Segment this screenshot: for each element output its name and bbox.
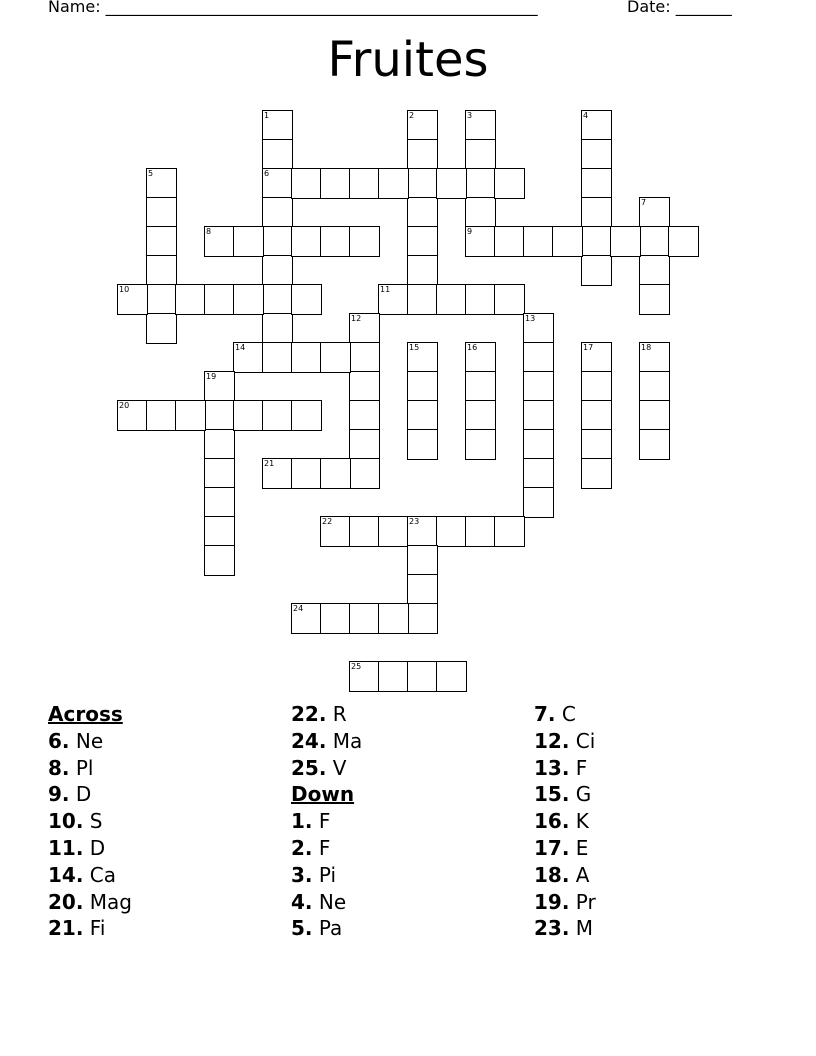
grid-cell[interactable] [291,226,322,257]
grid-cell[interactable] [407,545,438,576]
clue-text: Fi [83,916,106,941]
grid-cell[interactable] [146,284,177,315]
grid-cell[interactable] [233,400,264,431]
cell-number: 13 [525,314,536,323]
grid-cell[interactable] [436,284,467,315]
grid-cell[interactable] [233,342,264,373]
grid-cell[interactable] [436,516,467,547]
clue-item [534,728,764,755]
grid-cell[interactable] [378,284,409,315]
clue-text: Pa [312,916,343,941]
cell-number: 18 [641,343,652,352]
grid-cell[interactable] [175,400,206,431]
grid-cell[interactable] [291,342,322,373]
grid-cell[interactable] [581,168,612,199]
cell-number: 1 [264,111,270,120]
cell-number: 20 [119,401,130,410]
grid-cell[interactable] [407,574,438,605]
clue-number: 8. [48,755,70,780]
clue-number: 13. [534,755,570,780]
grid-cell[interactable] [494,516,525,547]
grid-cell[interactable] [407,516,438,547]
cell-number: 14 [235,343,246,352]
clue-item [291,862,521,889]
cell-number: 12 [351,314,362,323]
grid-cell[interactable] [349,168,380,199]
grid-cell[interactable] [291,458,322,489]
clue-number: 1. [291,809,313,834]
grid-cell[interactable] [407,400,438,431]
grid-cell[interactable] [436,168,467,199]
clue-text: Ca [83,862,117,887]
cell-number: 15 [409,343,420,352]
clue-text: Ne [312,889,347,914]
clue-text: K [569,809,589,834]
cell-number: 25 [351,662,362,671]
grid-cell[interactable] [320,458,351,489]
grid-cell[interactable] [581,226,612,257]
grid-cell[interactable] [639,371,670,402]
clue-item [48,808,278,835]
grid-cell[interactable] [523,429,554,460]
grid-cell[interactable] [378,603,409,634]
grid-cell[interactable] [639,429,670,460]
grid-cell[interactable] [552,226,583,257]
grid-cell[interactable] [291,284,322,315]
clue-number: 20. [48,889,84,914]
clue-heading: Down [291,782,355,807]
clue-item [291,728,521,755]
cell-number: 5 [148,169,154,178]
clue-text: Pi [312,862,337,887]
clue-number: 12. [534,728,570,753]
grid-cell[interactable] [204,516,235,547]
grid-cell[interactable] [146,255,177,286]
grid-cell[interactable] [262,139,293,170]
clue-item [534,701,764,728]
clue-item [291,755,521,782]
grid-cell[interactable] [349,226,380,257]
clue-number: 23. [534,916,570,941]
grid-cell[interactable] [465,400,496,431]
clue-number: 24. [291,728,327,753]
clue-number: 25. [291,755,327,780]
clue-number: 22. [291,702,327,726]
grid-cell[interactable] [146,226,177,257]
grid-cell[interactable] [262,400,293,431]
clue-number: 16. [534,809,570,834]
grid-cell[interactable] [378,168,409,199]
grid-cell[interactable] [146,400,177,431]
clue-text: D [83,835,106,860]
grid-cell[interactable] [465,284,496,315]
cell-number: 4 [583,111,589,120]
clue-number: 15. [534,782,570,807]
clue-number: 3. [291,862,313,887]
name-field-label: Name: ______________________________________________________ [48,0,538,16]
clue-text: F [312,835,331,860]
grid-cell[interactable] [465,197,496,228]
clue-item [48,915,278,942]
grid-cell[interactable] [523,458,554,489]
grid-cell[interactable] [204,429,235,460]
clue-text: Pr [569,889,596,914]
cell-number: 8 [206,227,212,236]
grid-cell[interactable] [349,342,380,373]
clue-text: V [326,755,347,780]
clue-text: Pl [69,755,94,780]
clue-text: F [569,755,588,780]
grid-cell[interactable] [262,458,293,489]
cell-number: 23 [409,517,420,526]
grid-cell[interactable] [233,226,264,257]
grid-cell[interactable] [204,487,235,518]
grid-cell[interactable] [378,661,409,692]
grid-cell[interactable] [349,458,380,489]
clue-item [48,835,278,862]
grid-cell[interactable] [262,226,293,257]
grid-cell[interactable] [204,545,235,576]
grid-cell[interactable] [291,400,322,431]
date-field-label: Date: _______ [627,0,732,16]
grid-cell[interactable] [349,516,380,547]
clue-text: Ci [569,728,596,753]
clue-text: D [69,782,92,807]
grid-cell[interactable] [465,139,496,170]
grid-cell[interactable] [407,226,438,257]
grid-cell[interactable] [291,603,322,634]
grid-cell[interactable] [581,458,612,489]
clue-item [291,889,521,916]
grid-cell[interactable] [639,342,670,373]
grid-cell[interactable] [407,139,438,170]
grid-cell[interactable] [523,313,554,344]
grid-cell[interactable] [262,168,293,199]
grid-cell[interactable] [465,371,496,402]
grid-cell[interactable] [494,168,525,199]
clue-text: Ne [69,728,104,753]
grid-cell[interactable] [320,516,351,547]
clue-item [534,862,764,889]
grid-cell[interactable] [349,661,380,692]
clue-number: 19. [534,889,570,914]
clue-column-1 [48,701,278,942]
grid-cell[interactable] [581,197,612,228]
grid-cell[interactable] [117,400,148,431]
clue-item [291,915,521,942]
grid-cell[interactable] [262,342,293,373]
clue-item [48,889,278,916]
clue-item [534,915,764,942]
grid-cell[interactable] [146,197,177,228]
grid-cell[interactable] [407,603,438,634]
clue-heading: Across [48,702,123,726]
grid-cell[interactable] [146,313,177,344]
clue-text: G [569,782,592,807]
cell-number: 10 [119,285,130,294]
grid-cell[interactable] [523,342,554,373]
grid-cell[interactable] [639,255,670,286]
puzzle-title: Fruites [327,32,489,88]
grid-cell[interactable] [436,661,467,692]
cell-number: 22 [322,517,333,526]
clue-number: 11. [48,835,84,860]
grid-cell[interactable] [523,487,554,518]
clue-column-3 [534,701,764,942]
clue-item [534,781,764,808]
grid-cell[interactable] [204,458,235,489]
cell-number: 16 [467,343,478,352]
clue-item [48,728,278,755]
grid-cell[interactable] [262,110,293,141]
grid-cell[interactable] [639,400,670,431]
grid-cell[interactable] [523,400,554,431]
clue-item [291,701,521,728]
grid-cell[interactable] [639,226,670,257]
clue-number: 17. [534,835,570,860]
clue-number: 6. [48,728,70,753]
clue-number: 2. [291,835,313,860]
grid-cell[interactable] [407,661,438,692]
clue-item [291,808,521,835]
grid-cell[interactable] [204,400,235,431]
grid-cell[interactable] [407,110,438,141]
grid-cell[interactable] [407,197,438,228]
grid-cell[interactable] [291,168,322,199]
grid-cell[interactable] [320,168,351,199]
clue-text: F [312,809,331,834]
grid-cell[interactable] [581,255,612,286]
clue-item [48,781,278,808]
grid-cell[interactable] [407,168,438,199]
grid-cell[interactable] [262,255,293,286]
grid-cell[interactable] [581,110,612,141]
grid-cell[interactable] [581,139,612,170]
grid-cell[interactable] [581,342,612,373]
clue-text: M [569,916,594,941]
cell-number: 2 [409,111,415,120]
grid-cell[interactable] [262,284,293,315]
clue-text: S [83,809,103,834]
cell-number: 21 [264,459,275,468]
cell-number: 19 [206,372,217,381]
grid-cell[interactable] [175,284,206,315]
grid-cell[interactable] [523,371,554,402]
grid-cell[interactable] [320,603,351,634]
grid-cell[interactable] [117,284,148,315]
grid-cell[interactable] [320,226,351,257]
cell-number: 24 [293,604,304,613]
cell-number: 3 [467,111,473,120]
grid-cell[interactable] [204,284,235,315]
clue-number: 4. [291,889,313,914]
clue-number: 5. [291,916,313,941]
grid-cell[interactable] [465,226,496,257]
grid-cell[interactable] [407,429,438,460]
grid-cell[interactable] [407,284,438,315]
clue-text: C [555,702,576,726]
clue-item [534,755,764,782]
cell-number: 6 [264,169,270,178]
grid-cell[interactable] [465,516,496,547]
cell-number: 9 [467,227,473,236]
grid-cell[interactable] [465,110,496,141]
grid-cell[interactable] [349,603,380,634]
clue-item [291,835,521,862]
clue-item [48,862,278,889]
grid-cell[interactable] [639,284,670,315]
grid-cell[interactable] [262,197,293,228]
clue-item [534,889,764,916]
clue-number: 14. [48,862,84,887]
grid-cell[interactable] [581,429,612,460]
grid-cell[interactable] [204,226,235,257]
clue-text: R [326,702,347,726]
cell-number: 11 [380,285,391,294]
clue-number: 18. [534,862,570,887]
clue-number: 21. [48,916,84,941]
grid-cell[interactable] [668,226,699,257]
clue-text: Ma [326,728,363,753]
clue-text: Mag [83,889,133,914]
grid-cell[interactable] [610,226,641,257]
grid-cell[interactable] [349,313,380,344]
grid-cell[interactable] [465,429,496,460]
grid-cell[interactable] [465,168,496,199]
grid-cell[interactable] [639,197,670,228]
cell-number: 17 [583,343,594,352]
grid-cell[interactable] [233,284,264,315]
cell-number: 7 [641,198,647,207]
clue-text: A [569,862,590,887]
clue-text: E [569,835,589,860]
grid-cell[interactable] [146,168,177,199]
grid-cell[interactable] [407,342,438,373]
clue-item [48,755,278,782]
clue-number: 10. [48,809,84,834]
clue-number: 7. [534,702,556,726]
grid-cell[interactable] [349,400,380,431]
grid-cell[interactable] [320,342,351,373]
clue-item [534,835,764,862]
grid-cell[interactable] [581,400,612,431]
grid-cell[interactable] [407,371,438,402]
grid-cell[interactable] [494,284,525,315]
clue-column-2 [291,701,521,942]
grid-cell[interactable] [581,371,612,402]
clue-number: 9. [48,782,70,807]
grid-cell[interactable] [494,226,525,257]
grid-cell[interactable] [204,371,235,402]
clue-item [534,808,764,835]
grid-cell[interactable] [349,429,380,460]
grid-cell[interactable] [262,313,293,344]
grid-cell[interactable] [407,255,438,286]
grid-cell[interactable] [349,371,380,402]
grid-cell[interactable] [378,516,409,547]
grid-cell[interactable] [465,342,496,373]
grid-cell[interactable] [523,226,554,257]
